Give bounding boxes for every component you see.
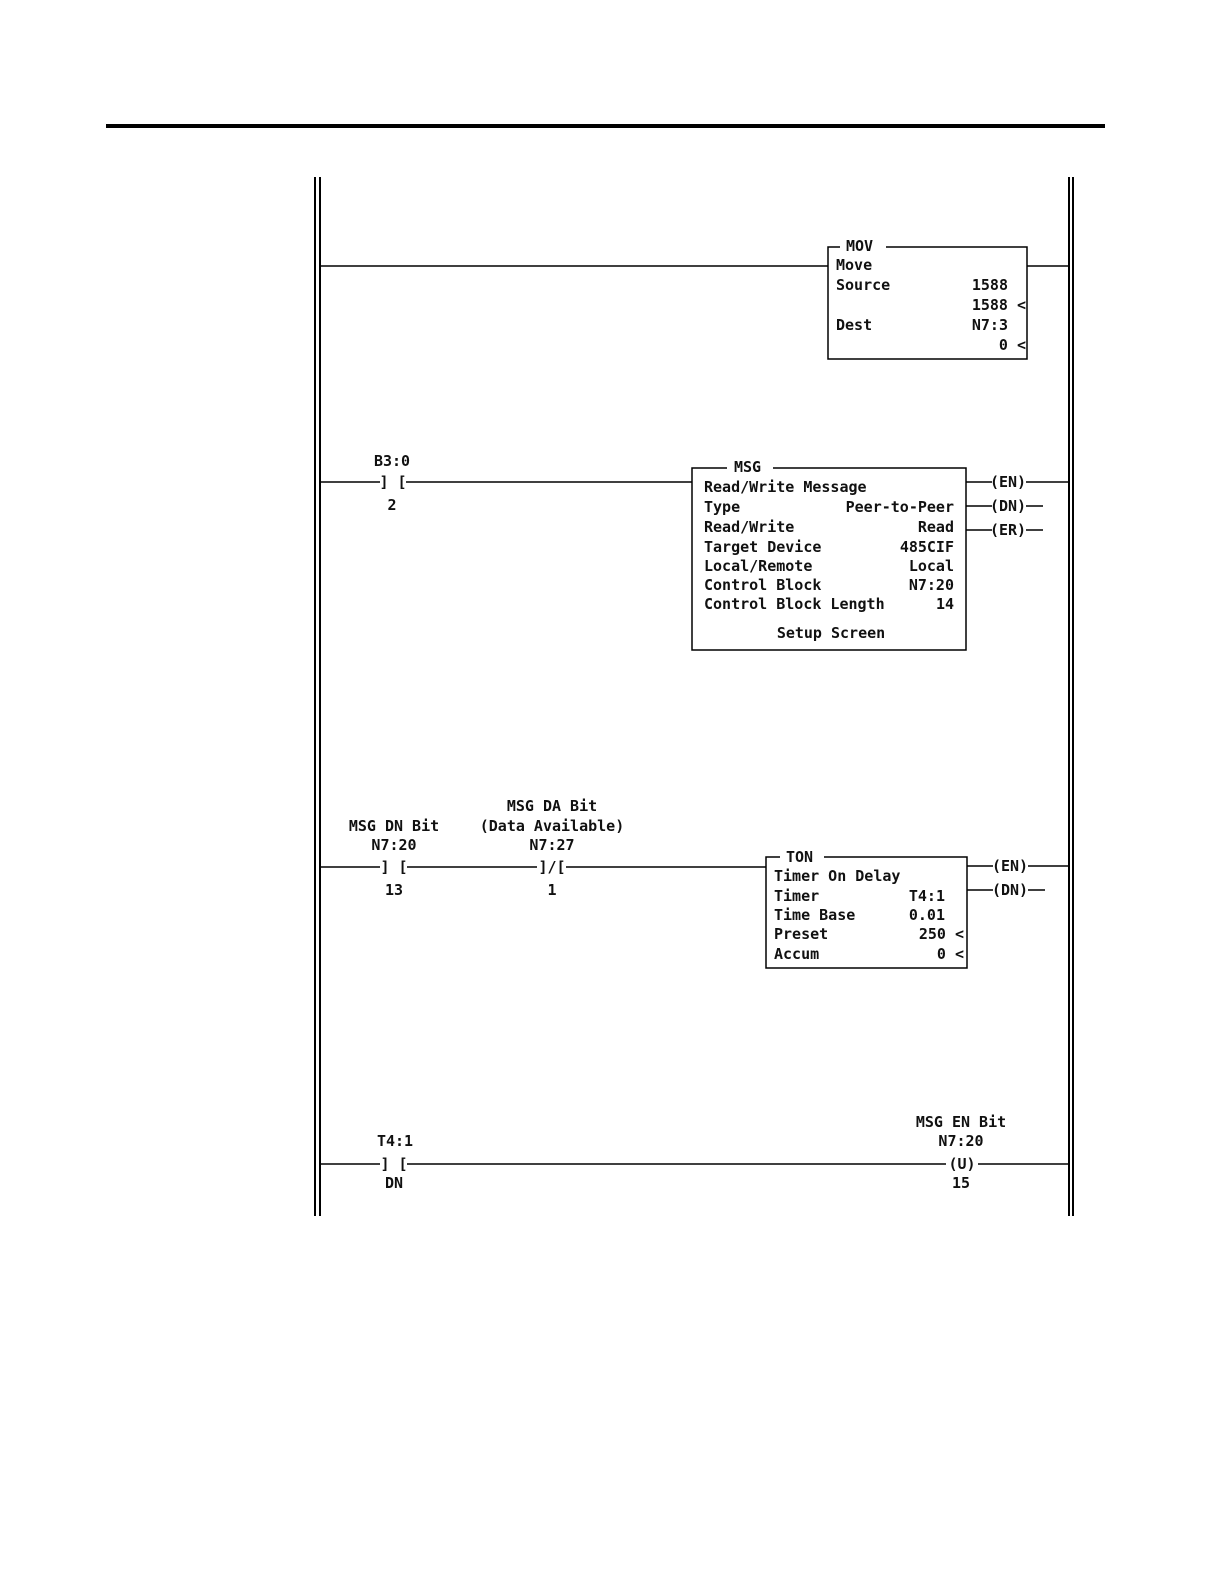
- msg-output-er: [966, 521, 1043, 539]
- svg-text:(DN): (DN): [989, 497, 1027, 515]
- coil-address: N7:20: [938, 1132, 984, 1150]
- contact-bit: DN: [384, 1174, 404, 1192]
- mov-source-value: 1588: [971, 276, 1008, 294]
- svg-text:(ER): (ER): [989, 521, 1027, 539]
- msg-readwrite-value: Read: [917, 518, 954, 536]
- msg-block-title: MSG: [734, 458, 762, 476]
- mov-line-label: Move: [836, 256, 873, 274]
- msg-line-title: Read/Write Message: [704, 478, 867, 496]
- msg-readwrite-label: Read/Write: [704, 518, 795, 536]
- msg-output-en: [966, 473, 1069, 491]
- ton-block-title: TON: [786, 848, 814, 866]
- mov-dest-label: Dest: [836, 316, 873, 334]
- ton-preset-value: 250 <: [918, 925, 964, 943]
- ton-timer-label: Timer: [774, 887, 820, 905]
- msg-type-label: Type: [704, 498, 741, 516]
- msg-control-length-label: Control Block Length: [704, 595, 885, 613]
- contact-symbol: ]/[: [538, 858, 566, 876]
- contact-address: T4:1: [376, 1132, 414, 1150]
- contact-address: N7:20: [371, 836, 417, 854]
- ton-preset-label: Preset: [774, 925, 829, 943]
- contact-bit: 13: [384, 881, 404, 899]
- msg-localremote-label: Local/Remote: [704, 557, 813, 575]
- mov-block-title: MOV: [846, 237, 874, 255]
- mov-source-live-value: 1588 <: [971, 296, 1026, 314]
- mov-dest-value: N7:3: [971, 316, 1008, 334]
- left-power-rail: [315, 177, 320, 1216]
- contact-b3-0-2[interactable]: [374, 452, 410, 514]
- msg-localremote-value: Local: [908, 557, 954, 575]
- ton-output-dn: [967, 881, 1045, 899]
- coil-symbol: (U): [948, 1155, 976, 1173]
- ton-instruction-block[interactable]: [766, 848, 967, 968]
- contact-msg-dn-bit[interactable]: [349, 817, 439, 899]
- right-power-rail: [1069, 177, 1073, 1216]
- msg-control-block-label: Control Block: [704, 576, 822, 594]
- mov-instruction-block[interactable]: [828, 237, 1027, 359]
- contact-symbol: ] [: [379, 473, 407, 491]
- coil-msg-en-bit-unlatch[interactable]: [916, 1113, 1006, 1192]
- msg-instruction-block[interactable]: [692, 458, 966, 650]
- contact-bit: 1: [547, 881, 557, 899]
- contact-symbol: ] [: [380, 1155, 408, 1173]
- contact-address: B3:0: [373, 452, 411, 470]
- msg-target-label: Target Device: [704, 538, 822, 556]
- ton-output-en: [967, 857, 1069, 875]
- ton-line-title: Timer On Delay: [774, 867, 901, 885]
- contact-msg-da-bit[interactable]: [480, 797, 625, 899]
- rung-unlatch: [320, 1113, 1069, 1192]
- ton-timer-value: T4:1: [908, 887, 945, 905]
- svg-text:(EN): (EN): [989, 473, 1027, 491]
- coil-bit: 15: [951, 1174, 971, 1192]
- contact-bit: 2: [387, 496, 397, 514]
- rung-mov: [320, 237, 1069, 359]
- ton-accum-value: 0 <: [936, 945, 964, 963]
- contact-label: MSG DN Bit: [348, 817, 440, 835]
- msg-setup-screen[interactable]: Setup Screen: [776, 624, 886, 642]
- msg-control-length-value: 14: [935, 595, 954, 613]
- rung-ton: [320, 797, 1069, 968]
- mov-source-label: Source: [836, 276, 891, 294]
- msg-type-value: Peer-to-Peer: [845, 498, 954, 516]
- contact-t4-1-dn[interactable]: [377, 1132, 413, 1192]
- contact-label-line2: (Data Available): [479, 817, 625, 835]
- msg-target-value: 485CIF: [899, 538, 954, 556]
- contact-label-line1: MSG DA Bit: [506, 797, 598, 815]
- ton-timebase-value: 0.01: [908, 906, 945, 924]
- ton-timebase-label: Time Base: [774, 906, 856, 924]
- msg-output-dn: [966, 497, 1043, 515]
- contact-address: N7:27: [529, 836, 575, 854]
- msg-control-block-value: N7:20: [908, 576, 954, 594]
- svg-text:(DN): (DN): [991, 881, 1029, 899]
- rung-msg: [320, 452, 1069, 650]
- coil-label: MSG EN Bit: [915, 1113, 1007, 1131]
- contact-symbol: ] [: [380, 858, 408, 876]
- svg-text:(EN): (EN): [991, 857, 1029, 875]
- mov-dest-live-value: 0 <: [998, 336, 1026, 354]
- ton-accum-label: Accum: [774, 945, 820, 963]
